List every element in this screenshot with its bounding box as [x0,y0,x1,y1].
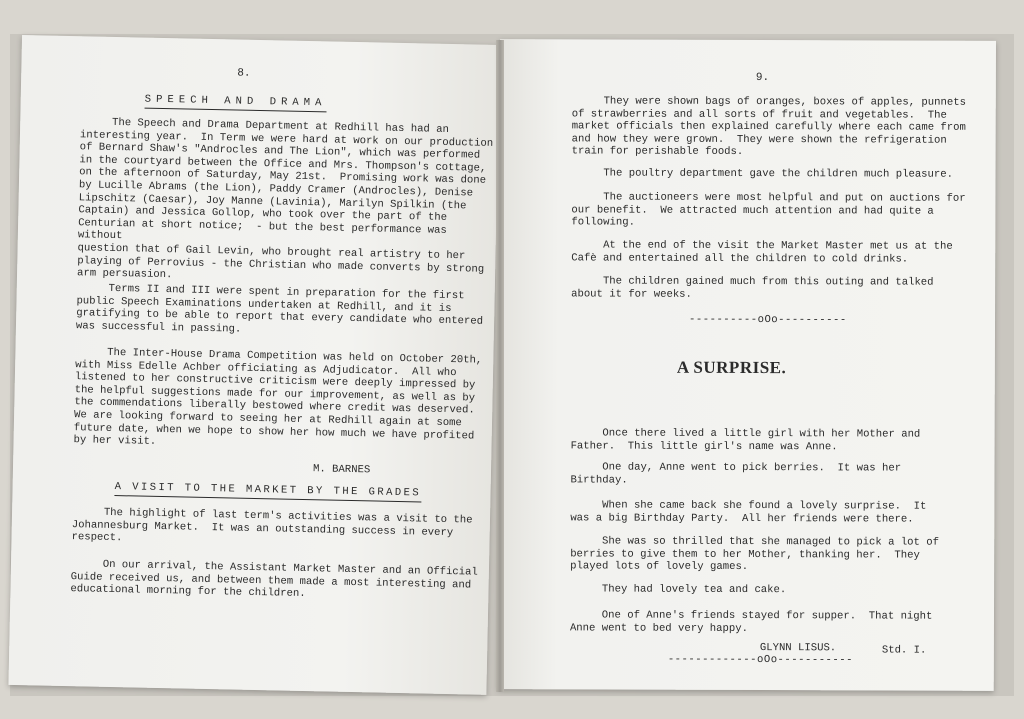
left-page [8,35,500,695]
author-name: GLYNN LISUS. [759,642,837,655]
story-paragraph-4: She was so thrilled that she managed to pick a lot of berries to give them to her Mother, thanking her. They played lots of lovely games. [570,535,940,574]
story-paragraph-5: They had lovely tea and cake. [570,583,787,597]
book-spine [496,40,504,692]
speech-drama-heading: SPEECH AND DRAMA [145,94,327,113]
paragraph-speech-3: The Inter-House Drama Competition was held on October 20th, with Miss Edelle Achber officiating as Adjudicator. All who listened to her constructive criticism were deeply impressed by the helpful suggestions made for our improvement, as well as by the commendations liberally bestowed where credit was deserved. We are looking forward to seeing her at Redhill again at some future date, when we hope to show her how much we have profited by her visit. [73,346,483,449]
signature-m-barnes: M. BARNES [312,463,371,477]
right-page [498,39,996,691]
story-paragraph-1: Once there lived a little girl with her Mother and Father. This little girl's name was Anne. [570,427,921,453]
page-number-left: 8. [237,67,251,80]
market-visit-heading: A VISIT TO THE MARKET BY THE GRADES [114,481,421,502]
paragraph-market-4: The poultry department gave the children much pleasure. [571,167,954,181]
paragraph-market-3: They were shown bags of oranges, boxes of apples, punnets of strawberries and all sorts of fruit and vegetables. The market officials then explained carefully where each came from and how they were grown. They were shown the refrigeration train for perishable foods. [571,95,966,159]
author-grade: Std. I. [881,644,927,657]
separator-1: ----------oOo---------- [689,313,847,327]
paragraph-market-1: The highlight of last term's activities was a visit to the Johannesburg Market. It was an outstanding success in every respect. [71,506,473,545]
story-paragraph-2: One day, Anne went to pick berries. It was her Birthday. [570,461,902,487]
paragraph-market-2: On our arrival, the Assistant Market Master and an Official Guide received us, and between them made a most interesting and educational morning for the children. [70,558,478,601]
paragraph-speech-1: The Speech and Drama Department at Redhill has had an interesting year. In Term we were hard at work on our production of Bernard Shaw's "Androcles and The Lion", which was performed in the courtyard between the Office and Mrs. Thompson's cottage, on the afternoon of Saturday, May 21st. Promising work was done by Lucille Abrams (the Lion), Paddy Cramer (Androcles), Denise Lipschitz (Caesar), Joy Manne (Lavinia), Marilyn Spilkin (the Captain) and Jessica Gollop, who took over the part of the Centurian at short notice; - but the best performance was without question that of Gail Levin, who brought real artistry to her playing of Perrovius - the Christian who made converts by strong arm persuasion. [76,116,494,282]
paragraph-market-7: The children gained much from this outing and talked about it for weeks. [571,275,934,301]
separator-2: -------------oOo----------- [667,653,854,667]
paragraph-speech-2: Terms II and III were spent in preparation for the first public Speech Examinations undertaken at Redhill, and it is gratifying to be able to report that every candidate who entered was successful in passing. [75,282,484,336]
surprise-title: A SURPRISE. [676,357,787,378]
story-paragraph-6: One of Anne's friends stayed for supper. That night Anne went to bed very happy. [569,609,933,635]
story-paragraph-3: When she came back she found a lovely surprise. It was a big Birthday Party. All her friends were there. [570,499,927,526]
paragraph-market-6: At the end of the visit the Market Master met us at the Cafè and entertained all the children to cold drinks. [571,239,953,266]
page-number-right: 9. [755,72,770,85]
paragraph-market-5: The auctioneers were most helpful and put on auctions for our benefit. We attracted much attention and had quite a following. [571,191,966,229]
